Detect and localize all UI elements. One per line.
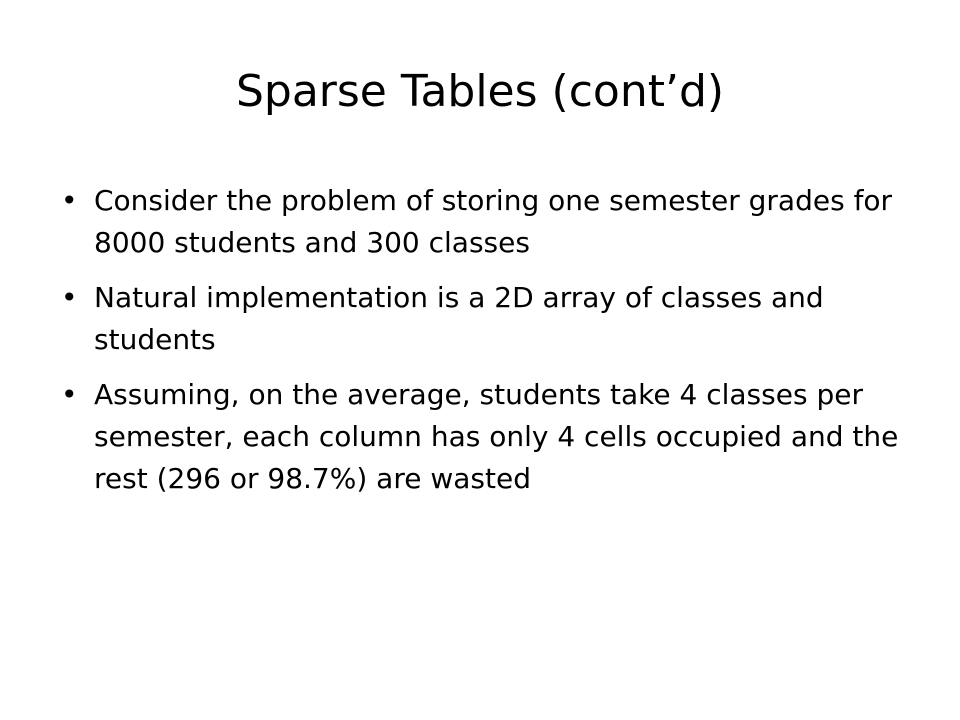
bullet-dot-icon: • <box>61 281 78 314</box>
bullet-item <box>60 374 900 500</box>
bullet-item <box>60 277 900 361</box>
bullet-text: Consider the problem of storing one semester grades for 8000 students and 300 classes <box>94 184 893 259</box>
bullet-text: Natural implementation is a 2D array of classes and students <box>94 281 824 356</box>
bullet-dot-icon: • <box>61 184 78 217</box>
bullet-dot-icon: • <box>61 378 78 411</box>
bullet-item <box>60 180 900 264</box>
bullet-text: Assuming, on the average, students take 4 classes per semester, each column has only 4 cells occupied and the rest (296 or 98.7%) are wasted <box>94 378 899 495</box>
slide-title: Sparse Tables (cont’d) <box>235 66 725 117</box>
bullet-list <box>60 180 900 513</box>
